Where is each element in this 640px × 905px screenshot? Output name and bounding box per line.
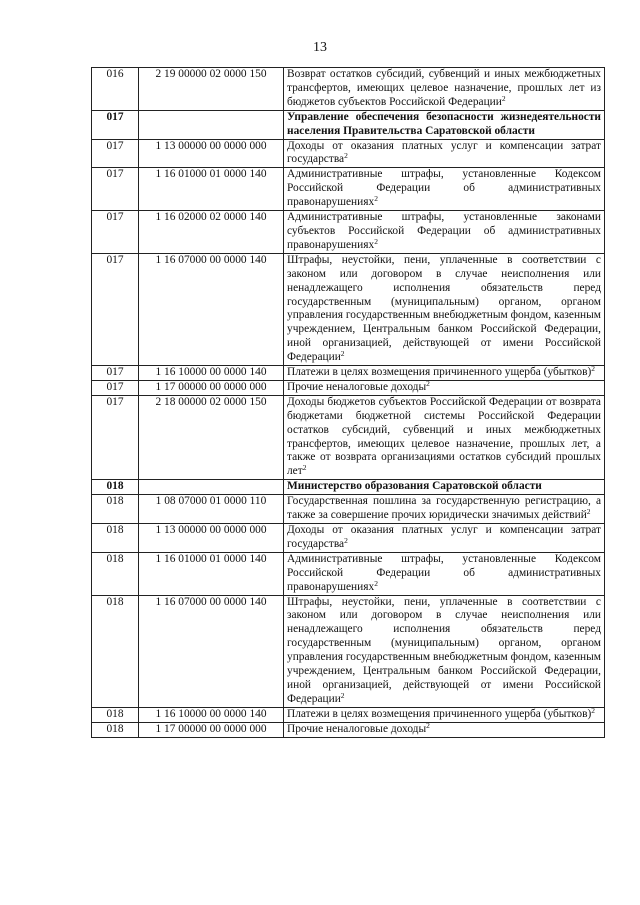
revenue-name-cell [284,495,605,524]
footnote-marker: 2 [426,378,430,388]
revenue-name-text: Прочие неналоговые доходы [287,722,427,735]
revenue-classification-table [91,67,605,738]
revenue-name-text: Доходы от оказания платных услуг и компенсации затрат государства [287,524,601,550]
revenue-name-text: Штрафы, неустойки, пени, уплаченные в соответствии с законом или договором в случае неисполнения или ненадлежащего исполнения обязательств перед государственным (муниципальным) органом, органом управления государственным внебюджетным фондом, казенным учреждением, Центральным банком Российской Федерации, иной организацией, действующей от имени Российской Федерации [287,253,601,364]
administrator-code-cell: 018 [92,552,139,595]
page-number: 13 [313,40,327,55]
footnote-marker: 2 [374,578,378,588]
revenue-code-cell: 1 08 07000 01 0000 110 [139,495,284,524]
footnote-marker: 2 [340,349,345,359]
administrator-code-cell: 017 [92,110,139,139]
table-row [92,366,605,381]
revenue-name-cell [284,139,605,168]
revenue-name-cell [284,707,605,722]
revenue-code-cell: 1 16 10000 00 0000 140 [139,366,284,381]
revenue-code-cell: 1 13 00000 00 0000 000 [139,139,284,168]
table-row [92,524,605,553]
revenue-name-text: Прочие неналоговые доходы [287,380,427,393]
revenue-name-text: Платежи в целях возмещения причиненного ущерба (убытков) [287,366,592,379]
revenue-code-cell [139,110,284,139]
revenue-name-text: Штрафы, неустойки, пени, уплаченные в соответствии с законом или договором в случае неисполнения или ненадлежащего исполнения обязательств перед государственным (муниципальным) органом, органом управления государственным внебюджетным фондом, казенным учреждением, Центральным банком Российской Федерации, иной организацией, действующей от имени Российской Федерации [287,595,601,705]
revenue-code-cell: 2 18 00000 02 0000 150 [139,395,284,479]
revenue-name-text: Административные штрафы, установленные Кодексом Российской Федерации об административных правонарушениях [287,552,601,593]
revenue-name-cell [284,211,605,254]
footnote-marker: 2 [340,690,345,700]
revenue-name-cell [284,168,605,211]
revenue-code-cell: 1 16 07000 00 0000 140 [139,595,284,707]
table-row [92,168,605,211]
administrator-code-cell: 018 [92,707,139,722]
table-row [92,395,605,479]
revenue-name-cell [284,366,605,381]
revenue-name-cell [284,253,605,365]
revenue-name-text: Возврат остатков субсидий, субвенций и иных межбюджетных трансфертов, имеющих целевое назначение, прошлых лет из бюджетов субъектов Российской Федерации [287,68,601,108]
revenue-name-cell [284,480,605,495]
administrator-code-cell: 017 [92,168,139,211]
revenue-name-cell [284,395,605,479]
revenue-name-cell [284,595,605,707]
administrator-header-row [92,480,605,495]
table-row [92,722,605,737]
footnote-marker: 2 [302,463,307,473]
footnote-marker: 2 [426,720,430,730]
footnote-marker: 2 [374,236,378,246]
administrator-code-cell: 018 [92,595,139,707]
table-row [92,595,605,707]
revenue-code-cell [139,480,284,495]
revenue-code-cell: 1 16 02000 02 0000 140 [139,211,284,254]
table-row [92,253,605,365]
table-row [92,380,605,395]
administrator-code-cell: 017 [92,380,139,395]
administrator-code-cell: 017 [92,366,139,381]
footnote-marker: 2 [501,93,506,103]
revenue-name-cell [284,524,605,553]
revenue-name-text: Министерство образования Саратовской области [287,480,542,493]
administrator-code-cell: 018 [92,722,139,737]
footnote-marker: 2 [591,705,595,715]
footnote-marker: 2 [591,364,595,374]
revenue-code-cell: 1 16 10000 00 0000 140 [139,707,284,722]
administrator-code-cell: 018 [92,524,139,553]
administrator-code-cell: 017 [92,395,139,479]
revenue-name-text: Административные штрафы, установленные законами субъектов Российской Федерации об административных правонарушениях [287,211,601,251]
revenue-name-cell [284,110,605,139]
table-row [92,211,605,254]
administrator-code-cell: 017 [92,253,139,365]
table-row [92,68,605,111]
footnote-marker: 2 [344,151,348,161]
table-row [92,707,605,722]
administrator-code-cell: 018 [92,495,139,524]
table-row [92,495,605,524]
footnote-marker: 2 [374,194,378,204]
revenue-name-text: Управление обеспечения безопасности жизнедеятельности населения Правительства Саратовской области [287,110,601,137]
administrator-code-cell: 018 [92,480,139,495]
revenue-name-cell [284,380,605,395]
revenue-code-cell: 1 13 00000 00 0000 000 [139,524,284,553]
footnote-marker: 2 [586,507,591,517]
revenue-name-text: Доходы бюджетов субъектов Российской Федерации от возврата бюджетами бюджетной системы Российской Федерации остатков субсидий, субвенций и иных межбюджетных трансфертов, имеющих целевое назначение, прошлых лет, а также от возврата организациями остатков субсидий прошлых лет [287,395,601,478]
revenue-code-cell: 1 16 01000 01 0000 140 [139,168,284,211]
revenue-code-cell: 2 19 00000 02 0000 150 [139,68,284,111]
table-row [92,139,605,168]
administrator-header-row [92,110,605,139]
revenue-name-cell [284,722,605,737]
revenue-name-text: Платежи в целях возмещения причиненного ущерба (убытков) [287,707,592,720]
footnote-marker: 2 [344,535,348,545]
revenue-name-cell [284,552,605,595]
revenue-name-text: Государственная пошлина за государственную регистрацию, а также за совершение прочих юридически значимых действий [287,495,601,522]
administrator-code-cell: 017 [92,139,139,168]
revenue-code-cell: 1 16 01000 01 0000 140 [139,552,284,595]
revenue-name-cell [284,68,605,111]
revenue-name-text: Доходы от оказания платных услуг и компенсации затрат государства [287,139,601,166]
revenue-code-cell: 1 17 00000 00 0000 000 [139,380,284,395]
administrator-code-cell: 016 [92,68,139,111]
revenue-name-text: Административные штрафы, установленные Кодексом Российской Федерации об административных правонарушениях [287,168,601,209]
table-body [92,68,605,738]
administrator-code-cell: 017 [92,211,139,254]
revenue-code-cell: 1 16 07000 00 0000 140 [139,253,284,365]
table-row [92,552,605,595]
revenue-code-cell: 1 17 00000 00 0000 000 [139,722,284,737]
